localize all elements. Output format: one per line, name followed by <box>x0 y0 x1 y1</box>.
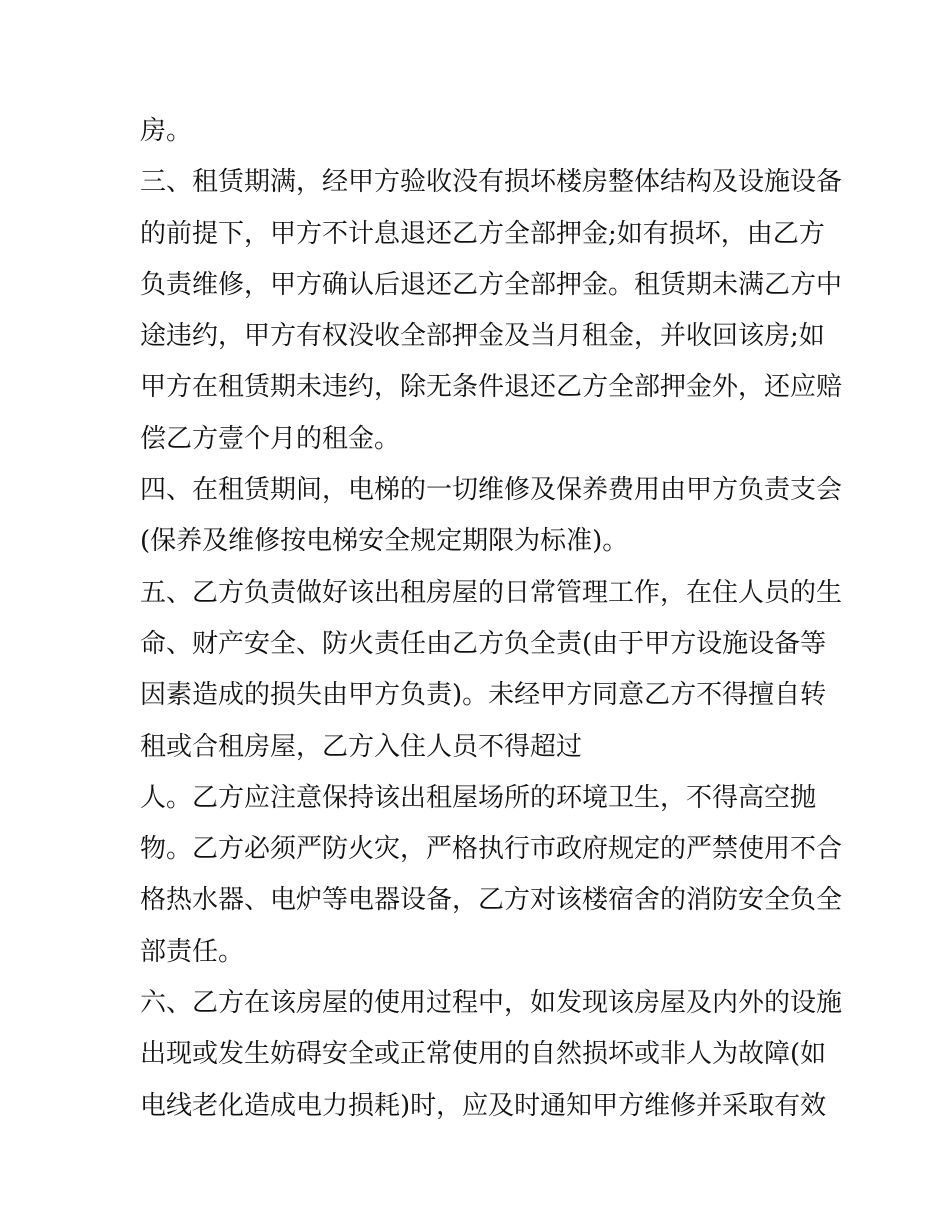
text-line: 格热水器、电炉等电器设备，乙方对该楼宿舍的消防安全负全 <box>140 885 843 916</box>
text-line: 四、在租赁期间，电梯的一切维修及保养费用由甲方负责支会 <box>140 475 843 506</box>
text-line: 电线老化造成电力损耗)时，应及时通知甲方维修并采取有效 <box>140 1090 827 1121</box>
contract-body-text <box>140 106 843 1132</box>
text-line: 出现或发生妨碍安全或正常使用的自然损坏或非人为故障(如 <box>140 1039 827 1070</box>
text-line: 五、乙方负责做好该出租房屋的日常管理工作，在住人员的生 <box>140 577 843 608</box>
text-line: 因素造成的损失由甲方负责)。未经甲方同意乙方不得擅自转 <box>140 680 827 711</box>
text-line: 三、租赁期满，经甲方验收没有损坏楼房整体结构及设施设备 <box>140 167 843 198</box>
text-line: 六、乙方在该房屋的使用过程中，如发现该房屋及内外的设施 <box>140 988 843 1019</box>
text-line: 房。 <box>140 116 193 146</box>
text-line: 租或合租房屋，乙方入住人员不得超过 <box>140 731 583 762</box>
text-line: (保养及维修按电梯安全规定期限为标准)。 <box>140 526 629 557</box>
text-line: 部责任。 <box>140 936 245 967</box>
text-line: 负责维修，甲方确认后退还乙方全部押金。租赁期未满乙方中 <box>140 269 843 300</box>
text-line: 甲方在租赁期未违约，除无条件退还乙方全部押金外，还应赔 <box>140 372 843 403</box>
text-line: 偿乙方壹个月的租金。 <box>140 423 401 454</box>
text-line: 命、财产安全、防火责任由乙方负全责(由于甲方设施设备等 <box>140 628 827 659</box>
text-line: 途违约，甲方有权没收全部押金及当月租金，并收回该房;如 <box>140 321 825 352</box>
text-line: 物。乙方必须严防火灾，严格执行市政府规定的严禁使用不合 <box>140 834 843 865</box>
text-line: 人。乙方应注意保持该出租屋场所的环境卫生，不得高空抛 <box>140 782 817 813</box>
text-line: 的前提下，甲方不计息退还乙方全部押金;如有损坏，由乙方 <box>140 218 825 249</box>
